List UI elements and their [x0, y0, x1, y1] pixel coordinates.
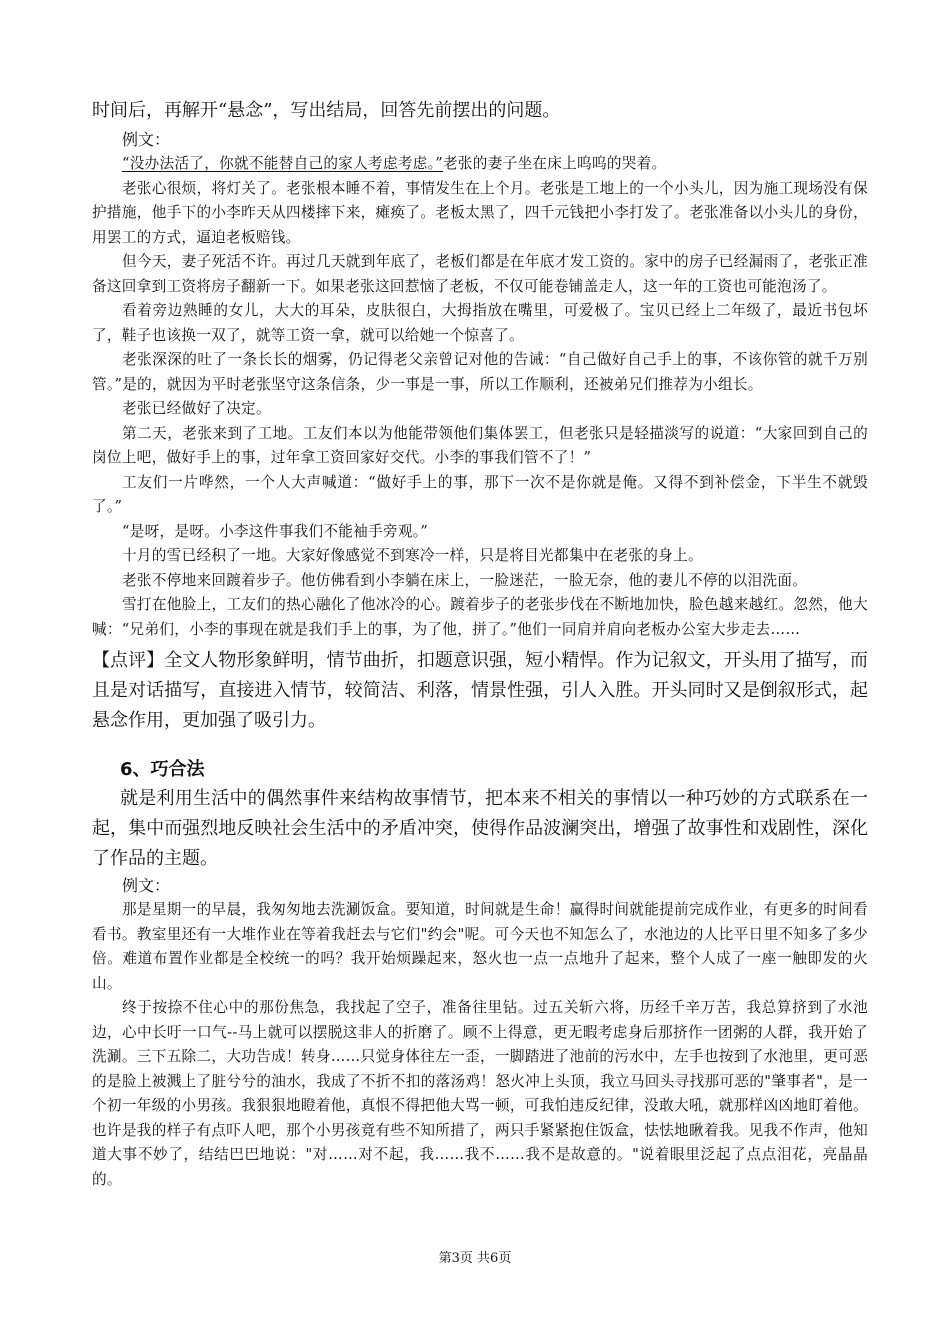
story2-paragraph: 终于按捺不住心中的那份焦急，我找起了空子，准备往里钻。过五关斩六将，历经千辛万苦，我总算挤到了水池边，心中长吁一口气--马上就可以摆脱这非人的折磨了。顾不上得意，更无暇考虑身后那挤作一团粥的人群，我开始了洗涮。三下五除二，大功告成！转身……只觉身体往左一歪，一脚踏进了池前的污水中，左手也按到了水池里，更可恶的是脸上被溅上了脏兮兮的油水，我成了不折不扣的落汤鸡！怒火冲上头顶，我立马回头寻找那可恶的"肇事者"，是一个初一年级的小男孩。我狠狠地瞪着他，真恨不得把他大骂一顿，可我怕违反纪律，没敢大吼，就那样凶凶地盯着他。也许是我的样子有点吓人吧，那个小男孩竟有些不知所措了，两只手紧紧抱住饭盒，怯怯地瞅着我。见我不作声，他知道大事不妙了，结结巴巴地说："对……对不起，我……我不……我不是故意的。"说着眼里泛起了点点泪花，亮晶晶的。 — [92, 999, 868, 1188]
story1-paragraph — [92, 152, 868, 177]
story1-paragraph: 老张不停地来回踱着步子。他仿佛看到小李躺在床上，一脸迷茫，一脸无奈，他的妻儿不停的以泪洗面。 — [122, 571, 808, 589]
document-page — [92, 96, 868, 1192]
story2-paragraph: 那是星期一的早晨，我匆匆地去洗涮饭盒。要知道，时间就是生命！赢得时间就能提前完成作业，有更多的时间看看书。教室里还有一大堆作业在等着我赶去与它们"约会"呢。可今天也不知怎么了，水池边的人比平日里不知多了多少倍。难道布置作业都是全校统一的吗？我开始烦躁起来，怒火也一点一点地升了起来，整个人成了一座一触即发的火山。 — [92, 901, 868, 992]
story1-opening-quote: “没办法活了，你就不能替自己的家人考虑考虑。” — [122, 155, 443, 172]
story1-paragraph: 十月的雪已经积了一地。大家好像感觉不到寒冷一样，只是将目光都集中在老张的身上。 — [122, 547, 703, 564]
story1-paragraph: 老张已经做好了决定。 — [122, 400, 271, 417]
intro-line: 时间后，再解开“悬念”，写出结局，回答先前摆出的问题。 — [92, 100, 561, 121]
story1-opening-rest: 老张的妻子坐在床上呜呜的哭着。 — [443, 155, 667, 172]
section-intro: 就是利用生活中的偶然事件来结构故事情节，把本来不相关的事情以一种巧妙的方式联系在一起，集中而强烈地反映社会生活中的矛盾冲突，使得作品波澜突出，增强了故事性和戏剧性，深化了作品的主题。 — [92, 788, 868, 869]
story1-paragraph: 雪打在他脸上，工友们的热心融化了他冰冷的心。踱着步子的老张步伐在不断地加快，脸色越来越红。忽然，他大喊：“兄弟们，小李的事现在就是我们手上的事，为了他，拼了。”他们一同肩并肩向老板办公室大步走去…… — [92, 596, 868, 638]
story1-paragraph: 第二天，老张来到了工地。工友们本以为他能带领他们集体罢工，但老张只是轻描淡写的说道：“大家回到自己的岗位上吧，做好手上的事，过年拿工资回家好交代。小李的事我们管不了！” — [92, 424, 868, 466]
story1-paragraph: “是呀，是呀。小李这件事我们不能袖手旁观。” — [122, 522, 429, 540]
story1-paragraph: 工友们一片哗然，一个人大声喊道：“做好手上的事，那下一次不是你就是俺。又得不到补偿金，下半生不就毁了。” — [92, 473, 868, 515]
story1-paragraph: 老张深深的吐了一条长长的烟雾，仍记得老父亲曾记对他的告诫：“自己做好自己手上的事，不该你管的就千万别管。”是的，就因为平时老张坚守这条信条，少一事是一事，所以工作顺利，还被弟兄们推荐为小组长。 — [92, 351, 868, 393]
comment-paragraph: 【点评】全文人物形象鲜明，情节曲折，扣题意识强，短小精悍。作为记叙文，开头用了描写，而且是对话描写，直接进入情节，较简洁、利落，情景性强，引人入胜。开头同时又是倒叙形式，起悬念作用，更加强了吸引力。 — [92, 650, 868, 731]
story1-paragraph: 但今天，妻子死活不许。再过几天就到年底了，老板们都是在年底才发工资的。家中的房子已经漏雨了，老张正准备这回拿到工资将房子翻新一下。如果老张这回惹恼了老板，不仅可能卷铺盖走人，这一年的工资也可能泡汤了。 — [92, 253, 868, 295]
story1-paragraph: 老张心很烦，将灯关了。老张根本睡不着，事情发生在上个月。老张是工地上的一个小头儿，因为施工现场没有保护措施，他手下的小李昨天从四楼摔下来，瘫痪了。老板太黑了，四千元钱把小李打发了。老张准备以小头儿的身份，用罢工的方式，逼迫老板赔钱。 — [92, 179, 868, 246]
example-label: 例文： — [122, 876, 171, 895]
example-label: 例文： — [122, 130, 171, 149]
section-heading: 6、巧合法 — [120, 759, 205, 780]
story1-paragraph: 看着旁边熟睡的女儿，大大的耳朵，皮肤很白，大拇指放在嘴里，可爱极了。宝贝已经上二年级了，最近书包坏了，鞋子也该换一双了，就等工资一拿，就可以给她一个惊喜了。 — [92, 302, 868, 344]
page-footer: 第3页 共6页 — [438, 1251, 512, 1266]
